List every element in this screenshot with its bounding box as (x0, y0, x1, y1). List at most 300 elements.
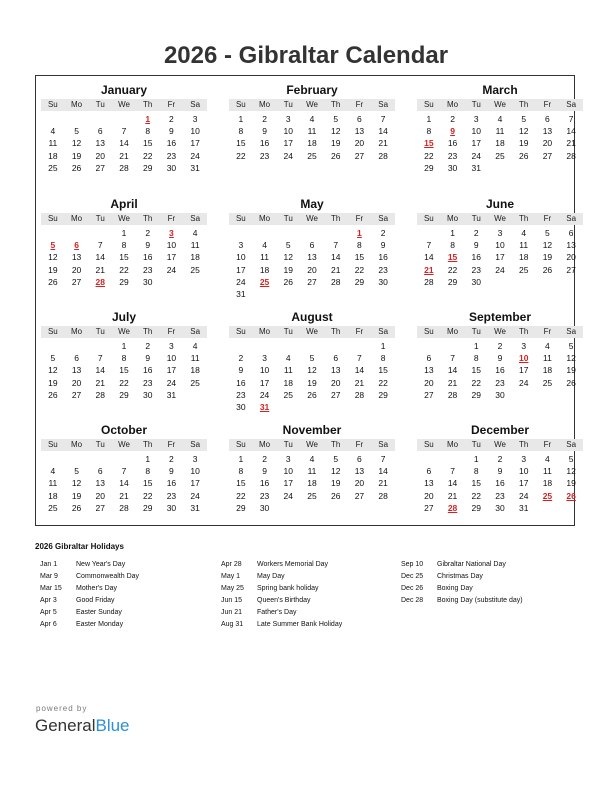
day-cell: 18 (518, 252, 529, 263)
day-cell: 7 (97, 240, 103, 251)
day-cell: 24 (495, 264, 505, 275)
empty-day-cell (229, 227, 253, 239)
day-cell: 10 (166, 240, 177, 251)
day-cell: 23 (259, 150, 270, 161)
day-cell: 26 (283, 276, 294, 287)
day-cell: 18 (259, 264, 270, 275)
holiday-date: Sep 10 (401, 561, 424, 568)
day-cell: 5 (285, 240, 291, 251)
page-title: 2026 - Gibraltar Calendar (163, 42, 449, 69)
day-cell: 2 (450, 114, 455, 124)
day-cell: 17 (259, 377, 270, 388)
day-cell: 26 (566, 377, 576, 388)
day-cell: 10 (236, 252, 246, 263)
weekday-label: We (306, 327, 318, 336)
day-cell: 23 (447, 150, 458, 161)
weekday-label: Mo (71, 440, 83, 449)
day-cell: 17 (283, 478, 294, 489)
day-cell: 10 (190, 466, 200, 477)
day-cell: 16 (142, 365, 153, 376)
day-cell: 31 (518, 502, 529, 513)
weekday-label: Su (423, 214, 434, 223)
holiday-row (401, 595, 581, 607)
month-january (41, 83, 207, 174)
day-cell: 26 (542, 264, 553, 275)
day-cell: 18 (542, 365, 553, 376)
day-cell: 3 (169, 341, 174, 351)
day-cell: 24 (471, 150, 482, 161)
day-cell: 27 (71, 276, 82, 287)
weekday-label: Tu (283, 214, 293, 223)
day-cell: 14 (378, 466, 388, 477)
holiday-row (40, 559, 220, 571)
day-cell: 16 (471, 252, 482, 263)
empty-day-cell (65, 340, 89, 352)
day-cell: 1 (450, 228, 455, 238)
day-cell: 18 (48, 490, 58, 501)
empty-day-cell (112, 453, 136, 465)
day-cell: 8 (121, 353, 127, 364)
day-cell: 11 (190, 240, 200, 251)
day-cell: 15 (119, 252, 129, 263)
day-cell: 2 (497, 341, 503, 351)
holiday-day-cell: 26 (566, 490, 576, 501)
holiday-row (221, 595, 401, 607)
empty-day-cell (417, 453, 441, 465)
day-cell: 1 (380, 341, 386, 351)
day-cell: 3 (473, 114, 479, 124)
day-cell: 6 (309, 240, 315, 251)
holiday-day-cell: 1 (145, 114, 151, 124)
day-cell: 1 (473, 454, 479, 464)
day-cell: 28 (354, 389, 365, 400)
weekday-label: Sa (566, 440, 577, 449)
day-cell: 26 (307, 389, 317, 400)
day-cell: 17 (190, 478, 200, 489)
day-cell: 4 (262, 240, 267, 251)
month-name: November (282, 423, 342, 437)
day-cell: 30 (495, 502, 505, 513)
holiday-day-cell: 28 (447, 502, 458, 513)
day-cell: 23 (166, 150, 177, 161)
month-name: January (100, 83, 148, 97)
holiday-name: New Year's Day (76, 561, 126, 568)
day-cell: 7 (357, 353, 362, 364)
holiday-date: Apr 3 (40, 597, 57, 604)
day-cell: 2 (262, 114, 267, 124)
day-cell: 20 (307, 264, 317, 275)
day-cell: 11 (48, 478, 58, 489)
day-cell: 20 (354, 478, 365, 489)
weekday-label: Fr (167, 100, 176, 109)
day-cell: 28 (119, 502, 129, 513)
day-cell: 31 (190, 162, 200, 173)
day-cell: 5 (74, 126, 79, 137)
day-cell: 21 (95, 377, 106, 388)
day-cell: 6 (97, 126, 103, 137)
day-grid (417, 340, 583, 401)
day-cell: 14 (354, 365, 365, 376)
day-cell: 2 (262, 454, 267, 464)
empty-day-cell (253, 227, 277, 239)
day-cell: 3 (262, 353, 267, 364)
day-cell: 20 (542, 138, 553, 149)
day-cell: 19 (566, 365, 576, 376)
day-cell: 23 (378, 264, 388, 275)
day-cell: 19 (307, 377, 317, 388)
holiday-name: Spring bank holiday (257, 585, 319, 592)
holiday-date: Dec 25 (401, 573, 424, 580)
day-cell: 9 (145, 353, 151, 364)
day-cell: 11 (495, 126, 505, 137)
holiday-day-cell: 21 (424, 264, 434, 275)
day-cell: 28 (119, 162, 129, 173)
day-cell: 9 (238, 365, 244, 376)
day-cell: 14 (447, 365, 458, 376)
weekday-label: Mo (259, 327, 271, 336)
weekday-label: Mo (447, 100, 459, 109)
weekday-label: Tu (283, 327, 293, 336)
weekday-label: We (118, 214, 130, 223)
day-cell: 5 (568, 454, 574, 464)
holiday-name: Late Summer Bank Holiday (257, 621, 343, 628)
weekday-label: Fr (167, 440, 176, 449)
day-cell: 7 (426, 240, 432, 251)
day-cell: 24 (283, 150, 294, 161)
day-cell: 25 (307, 150, 317, 161)
day-grid (229, 453, 395, 514)
day-cell: 2 (238, 353, 244, 364)
empty-day-cell (417, 227, 441, 239)
day-cell: 5 (74, 466, 79, 477)
day-cell: 22 (236, 490, 246, 501)
month-november (229, 423, 395, 514)
day-cell: 6 (333, 353, 339, 364)
day-cell: 15 (471, 365, 482, 376)
weekday-label: Su (235, 214, 246, 223)
day-cell: 19 (48, 377, 58, 388)
weekday-label: Tu (471, 214, 481, 223)
day-cell: 22 (424, 150, 434, 161)
day-cell: 14 (330, 252, 341, 263)
day-cell: 15 (236, 138, 246, 149)
day-cell: 2 (169, 454, 174, 464)
day-cell: 17 (495, 252, 505, 263)
weekday-label: Fr (167, 327, 176, 336)
day-cell: 29 (119, 276, 129, 287)
holiday-name: Easter Sunday (76, 609, 122, 616)
holiday-day-cell: 28 (95, 276, 106, 287)
day-cell: 19 (518, 138, 529, 149)
day-grid (417, 227, 583, 288)
empty-day-cell (417, 340, 441, 352)
day-cell: 7 (380, 454, 386, 464)
day-cell: 30 (166, 502, 177, 513)
day-cell: 31 (190, 502, 200, 513)
day-cell: 16 (259, 138, 270, 149)
day-cell: 22 (142, 150, 153, 161)
day-cell: 31 (236, 288, 246, 299)
weekday-label: Th (143, 214, 153, 223)
day-cell: 20 (95, 150, 106, 161)
weekday-label: Mo (71, 100, 83, 109)
empty-day-cell (88, 227, 112, 239)
empty-day-cell (253, 340, 277, 352)
holiday-name: Gibraltar National Day (437, 561, 506, 568)
generalblue-logo[interactable] (35, 716, 130, 736)
weekday-label: Tu (471, 327, 481, 336)
day-cell: 29 (236, 502, 246, 513)
day-cell: 28 (424, 276, 434, 287)
day-cell: 9 (497, 466, 503, 477)
weekday-label: We (306, 100, 318, 109)
day-cell: 6 (357, 114, 362, 124)
day-cell: 17 (190, 138, 200, 149)
day-cell: 10 (471, 126, 482, 137)
day-cell: 24 (166, 264, 177, 275)
day-cell: 12 (518, 126, 529, 137)
day-cell: 16 (236, 377, 246, 388)
empty-day-cell (348, 340, 372, 352)
holiday-date: May 25 (221, 585, 244, 592)
weekday-label: We (306, 214, 318, 223)
month-name: July (111, 310, 136, 324)
weekday-label: Fr (355, 100, 364, 109)
weekday-label: We (494, 440, 506, 449)
day-cell: 16 (259, 478, 270, 489)
weekday-label: Su (235, 100, 246, 109)
holiday-name: Christmas Day (437, 573, 483, 580)
weekday-label: Sa (190, 100, 201, 109)
day-cell: 6 (426, 353, 432, 364)
day-cell: 19 (566, 478, 576, 489)
day-cell: 15 (142, 138, 153, 149)
day-cell: 25 (190, 264, 200, 275)
empty-day-cell (441, 453, 465, 465)
day-cell: 27 (95, 162, 106, 173)
day-cell: 31 (166, 389, 177, 400)
weekday-label: Sa (378, 440, 389, 449)
holiday-name: Commonwealth Day (76, 573, 140, 580)
day-cell: 2 (497, 454, 503, 464)
month-may (229, 197, 395, 300)
day-cell: 22 (471, 490, 482, 501)
day-cell: 12 (71, 138, 82, 149)
day-cell: 23 (495, 490, 505, 501)
day-cell: 29 (424, 162, 434, 173)
day-cell: 26 (518, 150, 529, 161)
holiday-day-cell: 6 (74, 240, 79, 251)
weekday-header (417, 439, 583, 451)
holiday-date: Mar 9 (40, 573, 58, 580)
holiday-date: Dec 26 (401, 585, 424, 592)
weekday-label: Sa (378, 327, 389, 336)
day-cell: 13 (354, 466, 365, 477)
day-cell: 16 (378, 252, 388, 263)
weekday-label: Mo (71, 214, 83, 223)
day-cell: 30 (236, 401, 246, 412)
day-cell: 10 (166, 353, 177, 364)
day-cell: 20 (424, 377, 434, 388)
empty-day-cell (276, 227, 300, 239)
weekday-label: Tu (471, 440, 481, 449)
month-december (417, 423, 583, 514)
holiday-row (40, 595, 220, 607)
day-cell: 20 (71, 377, 82, 388)
day-cell: 16 (447, 138, 458, 149)
weekday-label: Th (143, 440, 153, 449)
day-cell: 24 (166, 377, 177, 388)
day-cell: 26 (48, 276, 58, 287)
day-cell: 30 (471, 276, 482, 287)
day-cell: 25 (283, 389, 294, 400)
day-cell: 21 (95, 264, 106, 275)
day-cell: 16 (166, 138, 177, 149)
day-cell: 13 (330, 365, 341, 376)
day-cell: 8 (121, 240, 127, 251)
holiday-row (221, 571, 401, 583)
day-cell: 14 (119, 138, 129, 149)
brand-blue-text: Blue (95, 716, 130, 735)
day-cell: 9 (262, 126, 267, 137)
day-cell: 19 (283, 264, 294, 275)
day-cell: 4 (285, 353, 291, 364)
weekday-header (417, 213, 583, 225)
day-cell: 12 (48, 365, 58, 376)
day-cell: 22 (354, 264, 365, 275)
day-cell: 22 (471, 377, 482, 388)
day-cell: 21 (378, 138, 388, 149)
empty-day-cell (41, 340, 65, 352)
day-cell: 19 (330, 478, 341, 489)
weekday-label: Th (519, 327, 529, 336)
day-grid (417, 113, 583, 174)
weekday-label: Th (143, 100, 153, 109)
day-cell: 27 (566, 264, 576, 275)
day-cell: 11 (307, 466, 317, 477)
month-july (41, 310, 207, 401)
holiday-day-cell: 1 (357, 228, 362, 238)
empty-day-cell (88, 340, 112, 352)
day-cell: 14 (95, 365, 106, 376)
day-cell: 13 (71, 365, 82, 376)
weekday-label: Fr (543, 100, 552, 109)
day-cell: 10 (495, 240, 505, 251)
empty-day-cell (41, 113, 65, 125)
holidays-title: 2026 Gibraltar Holidays (35, 542, 124, 551)
holiday-name: Boxing Day (substitute day) (437, 597, 523, 604)
day-cell: 21 (378, 478, 388, 489)
day-cell: 5 (545, 228, 550, 238)
day-cell: 30 (142, 276, 153, 287)
day-cell: 3 (521, 341, 527, 351)
day-cell: 20 (354, 138, 365, 149)
weekday-label: Th (331, 214, 341, 223)
holiday-name: Workers Memorial Day (257, 561, 329, 568)
day-cell: 8 (426, 126, 432, 137)
day-cell: 12 (71, 478, 82, 489)
holiday-name: Mother's Day (76, 585, 118, 592)
holiday-date: Jun 15 (221, 597, 243, 604)
day-cell: 20 (71, 264, 82, 275)
holiday-date: Aug 31 (221, 621, 244, 628)
holiday-date: Jan 1 (40, 561, 58, 568)
month-name: September (468, 310, 532, 324)
day-cell: 27 (71, 389, 82, 400)
day-cell: 7 (450, 353, 455, 364)
day-cell: 28 (95, 389, 106, 400)
day-cell: 21 (119, 150, 129, 161)
empty-day-cell (65, 227, 89, 239)
weekday-label: We (118, 327, 130, 336)
day-cell: 21 (447, 490, 458, 501)
weekday-label: Fr (543, 327, 552, 336)
day-cell: 25 (542, 377, 553, 388)
month-name: August (291, 310, 333, 324)
holiday-row (40, 619, 220, 631)
day-cell: 13 (307, 252, 317, 263)
holiday-column (40, 559, 220, 631)
day-cell: 16 (142, 252, 153, 263)
day-cell: 9 (169, 466, 174, 477)
weekday-label: Tu (95, 440, 105, 449)
day-cell: 24 (518, 377, 529, 388)
holiday-date: May 1 (221, 573, 241, 580)
day-cell: 13 (71, 252, 82, 263)
day-cell: 4 (50, 466, 56, 477)
day-cell: 1 (145, 454, 151, 464)
empty-day-cell (88, 453, 112, 465)
day-cell: 18 (307, 478, 317, 489)
weekday-label: Th (519, 100, 529, 109)
day-cell: 18 (48, 150, 58, 161)
holiday-row (401, 571, 581, 583)
weekday-label: Fr (543, 214, 552, 223)
day-cell: 22 (142, 490, 153, 501)
day-cell: 13 (354, 126, 365, 137)
month-february (229, 83, 395, 162)
day-cell: 10 (283, 466, 294, 477)
day-cell: 3 (192, 114, 198, 124)
day-cell: 17 (236, 264, 246, 275)
day-cell: 25 (48, 162, 58, 173)
day-cell: 26 (71, 162, 82, 173)
holiday-date: Mar 15 (40, 585, 62, 592)
day-cell: 27 (307, 276, 317, 287)
holiday-row (401, 583, 581, 595)
day-cell: 17 (166, 252, 177, 263)
day-cell: 17 (166, 365, 177, 376)
day-cell: 23 (236, 389, 246, 400)
holiday-day-cell: 5 (50, 240, 56, 251)
weekday-label: Th (519, 440, 529, 449)
day-cell: 19 (48, 264, 58, 275)
day-cell: 15 (471, 478, 482, 489)
weekday-label: Mo (447, 327, 459, 336)
day-cell: 9 (497, 353, 503, 364)
day-cell: 10 (283, 126, 294, 137)
weekday-label: Mo (447, 214, 459, 223)
day-cell: 7 (121, 466, 127, 477)
day-cell: 1 (426, 114, 432, 124)
weekday-label: Fr (167, 214, 176, 223)
weekday-label: Fr (355, 440, 364, 449)
day-cell: 7 (450, 466, 455, 477)
empty-day-cell (88, 113, 112, 125)
day-cell: 2 (380, 228, 386, 238)
day-cell: 13 (542, 126, 553, 137)
day-cell: 11 (543, 466, 552, 477)
